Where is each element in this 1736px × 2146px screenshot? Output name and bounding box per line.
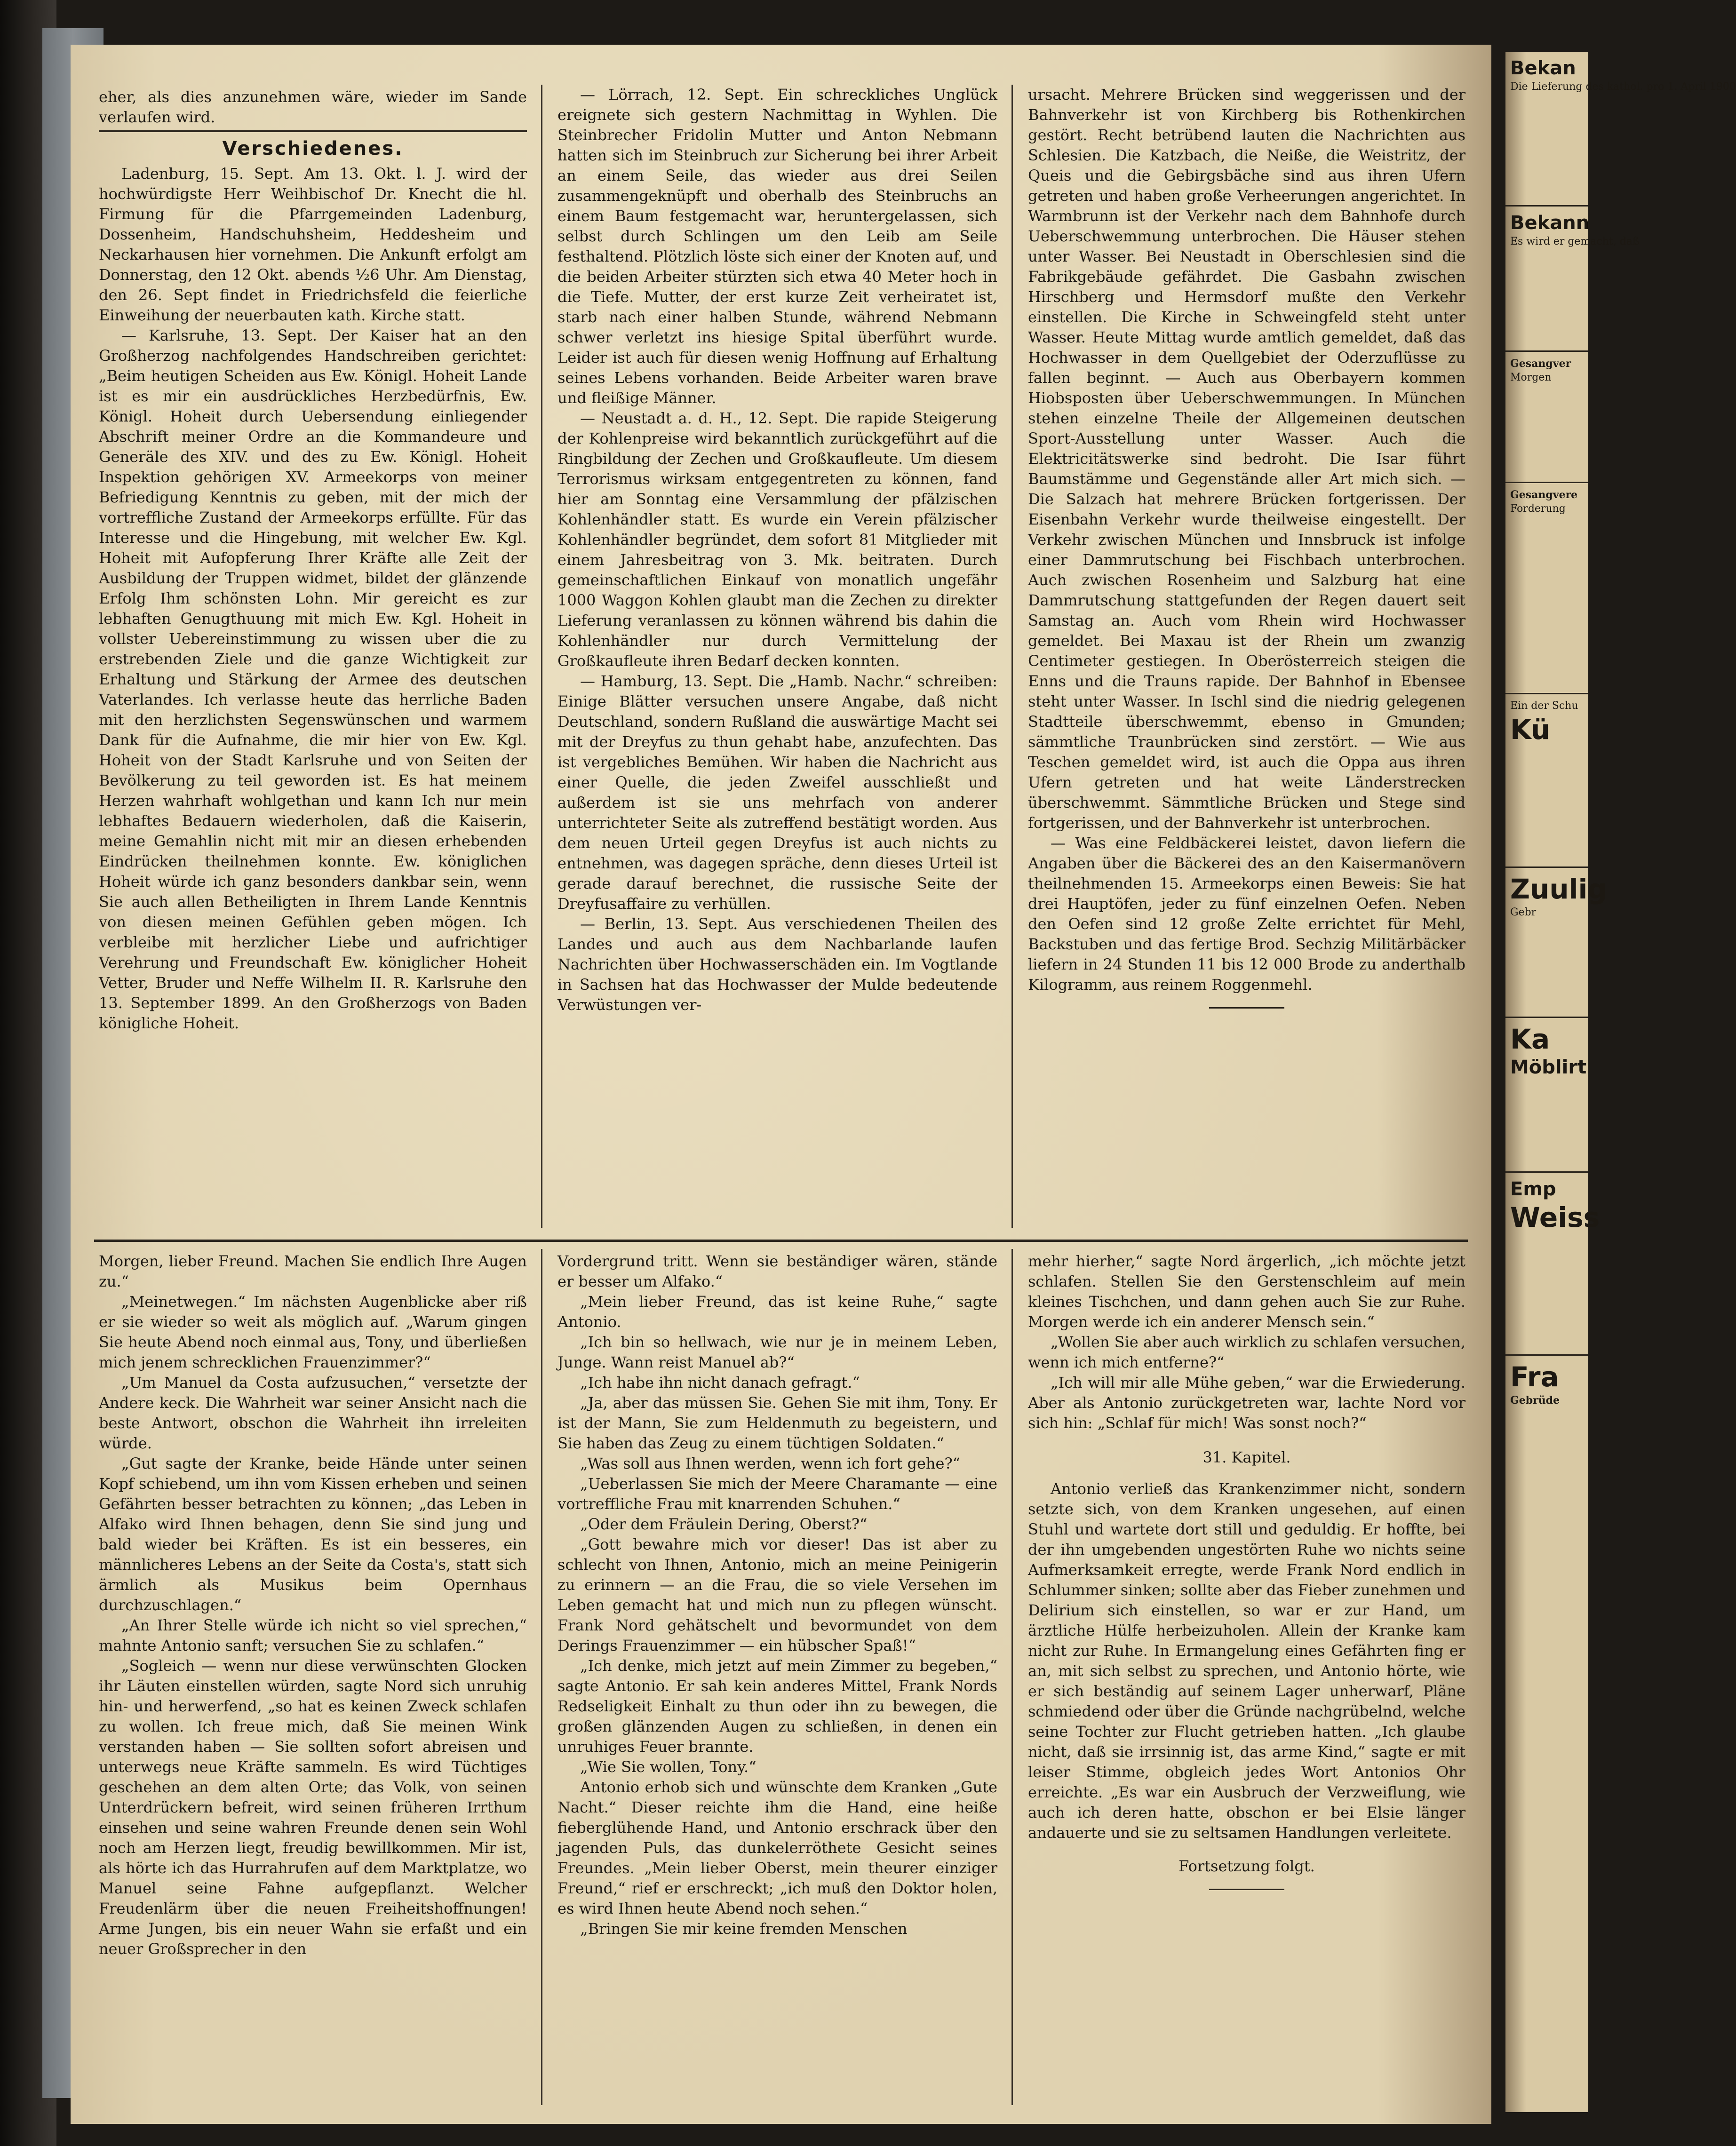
chapter-heading: 31. Kapitel. <box>1202 1448 1291 1466</box>
novel-text: „Bringen Sie mir keine fremden Menschen <box>580 1920 908 1938</box>
section-rule <box>99 130 527 132</box>
feuilleton-separator <box>94 1240 1468 1242</box>
ad-text: Weiss <box>1510 1201 1600 1233</box>
intro-text: eher, als dies anzunehmen wäre, wieder im Sande verlaufen wird. <box>99 88 527 126</box>
column-3-bottom <box>1028 1251 1465 1890</box>
ad-title: Ka <box>1510 1023 1550 1055</box>
novel-text: „Ueberlassen Sie mich der Meere Charamante — eine vortreffliche Frau mit knarrenden Schuhen.“ <box>557 1475 997 1513</box>
ad-text: Es wird er gemacht, daß <box>1510 236 1640 247</box>
novel-text: „An Ihrer Stelle würde ich nicht so viel sprechen,“ mahnte Antonio sanft; versuchen Sie zu schlafen.“ <box>99 1616 527 1654</box>
ad-title: Emp <box>1510 1178 1556 1200</box>
continuation-note: Fortsetzung folgt. <box>1179 1857 1315 1875</box>
ad-text: Die Lieferung des kathol. pro 1. April 1900 <box>1510 81 1736 93</box>
section-heading: Verschiedenes. <box>222 138 404 159</box>
ad-block <box>1505 352 1588 483</box>
ad-block <box>1505 868 1607 1018</box>
novel-text: Antonio erhob sich und wünschte dem Kranken „Gute Nacht.“ Dieser reichte ihm die Hand, eine heiße fieberglühende Hand, und Antonio erschrack über den jagenden Puls, das dunkelerröthete Gesicht seines Freundes. „Mein lieber Oberst, mein theurer einziger Freund,“ rief er erschreckt; „ich muß den Doktor holen, es wird Ihnen heute Abend noch sehen.“ <box>557 1778 997 1917</box>
column-1-bottom <box>99 1251 527 1959</box>
novel-text: „Meinetwegen.“ Im nächsten Augenblicke aber riß er sie wieder so weit als möglich auf. „Warum gingen Sie heute Abend noch einmal aus, Tony, und überließen mich jenem schrecklichen Frauenzimmer?“ <box>99 1293 527 1371</box>
ad-title: Kü <box>1510 714 1551 746</box>
ad-block <box>1505 1356 1588 1518</box>
ad-column <box>1505 52 1736 1518</box>
novel-text: „Sogleich — wenn nur diese verwünschten Glocken ihr Läuten einstellen würden, sagte Nord sich unruhig hin- und herwerfend, „so hat es keinen Zweck schlafen zu wollen. Ich freue mich, daß Sie meinen Wink verstanden haben — Sie sollten sofort abreisen und unterwegs neue Kräfte sammeln. Es wird Tüchtiges geschehen an dem alten Orte; das Volk, von seinen Unterdrückern befreit, wird seinen früheren Irrthum einsehen und seine wahren Freunde denen sein Wohl noch am Herzen liegt, freudig bewillkommen. Mir ist, als hörte ich das Hurrahrufen auf dem Marktplatze, wo Manuel seine Fahne aufgepflanzt. Welcher Freudenlärm über die neuen Freiheitshoffnungen! Arme Jungen, bis ein neuer Wahn sie erfaßt und ein neuer Großsprecher in den <box>99 1657 527 1958</box>
column-3-top <box>1028 85 1465 1009</box>
novel-text: „Gut sagte der Kranke, beide Hände unter seinen Kopf schiebend, um ihn vom Kissen erheben und seinen Gefährten besser betrachten zu können; „das Leben in Alfako wird Ihnen behagen, denn Sie sind jung und bald wieder bei Kräften. Es ist ein besseres, ein männlicheres Lebens an der Seite da Costa's, statt sich ärmlich als Musikus beim Opernhaus durchzuschlagen.“ <box>99 1455 527 1614</box>
novel-text: „Was soll aus Ihnen werden, wenn ich fort gehe?“ <box>580 1455 960 1472</box>
novel-text: „Um Manuel da Costa aufzusuchen,“ versetzte der Andere keck. Die Wahrheit war seiner Ansicht nach die beste Antwort, obschon die Wahrheit ihn irreleiten würde. <box>99 1374 527 1452</box>
ad-block <box>1505 694 1588 868</box>
column-2-bottom <box>557 1251 997 1939</box>
article-ladenburg: Ladenburg, 15. Sept. Am 13. Okt. l. J. wird der hochwürdigste Herr Weihbischof Dr. Knecht die hl. Firmung für die Pfarrgemeinden Ladenburg, Dossenheim, Handschuhsheim, Heddesheim und Neckarhausen hier vornehmen. Die Ankunft erfolgt am Donnerstag, den 12 Okt. abends ½6 Uhr. Am Dienstag, den 26. Sept findet in Friedrichsfeld die feierliche Einweihung der neuerbauten kath. Kirche statt. <box>99 165 527 324</box>
adjacent-page <box>1505 52 1736 2112</box>
ad-title: Gesangver <box>1510 358 1571 370</box>
ad-title: Bekann <box>1510 212 1590 234</box>
novel-text: „Gott bewahre mich vor dieser! Das ist aber zu schlecht von Ihnen, Antonio, mich an meine Peinigerin zu erinnern — an die Frau, die so viele Versehen im Leben gemacht hat und mich nun zu pflegen wünscht. Frank Nord gehätschelt und bevormundet von dem Derings Frauenzimmer — ein hübscher Spaß!“ <box>557 1535 997 1654</box>
ad-title: Fra <box>1510 1361 1559 1393</box>
ad-text: Gebr <box>1510 906 1537 918</box>
column-1-top <box>99 87 527 1033</box>
ad-text: Gebrüde <box>1510 1394 1560 1407</box>
novel-text: Morgen, lieber Freund. Machen Sie endlich Ihre Augen zu.“ <box>99 1252 527 1290</box>
end-rule <box>1209 1007 1284 1009</box>
ad-text: Möblirt <box>1510 1057 1587 1078</box>
column-divider <box>1011 1249 1013 2105</box>
column-divider <box>541 85 542 1228</box>
end-rule <box>1209 1889 1284 1890</box>
ad-text: Morgen <box>1510 372 1552 383</box>
column-2-top <box>557 85 997 1015</box>
ad-title: Gesangvere <box>1510 489 1578 501</box>
ad-title: Bekan <box>1510 57 1576 79</box>
article-loerrach: — Lörrach, 12. Sept. Ein schreckliches Unglück ereignete sich gestern Nachmittag in Wyhlen. Die Steinbrecher Fridolin Mutter und Anton Nebmann hatten sich im Steinbruch zur Sicherung bei ihrer Arbeit an einem Seile, das wieder aus drei Seilen zusammengeknüpft und oberhalb des Steinbruchs an einem Baum festgemacht war, heruntergelassen, sich selbst durch Schlingen um den Leib am Seile festhaltend. Plötzlich löste sich einer der Knoten auf, und die beiden Arbeiter stürzten sich etwa 40 Meter hoch in die Tiefe. Mutter, der erst kurze Zeit verheiratet ist, starb nach einer halben Stunde, während Nebmann schwer verletzt ins hiesige Spital überführt wurde. Leider ist auch für diesen wenig Hoffnung auf Erhaltung seines Lebens vorhanden. Beide Arbeiter waren brave und fleißige Männer. <box>557 86 997 407</box>
article-berlin: — Berlin, 13. Sept. Aus verschiedenen Theilen des Landes und auch aus dem Nachbarlande laufen Nachrichten über Hochwasserschäden ein. Im Vogtlande in Sachsen hat das Hochwasser der Mulde bedeutende Verwüstungen ver- <box>557 915 997 1014</box>
article-feldbaeckerei: — Was eine Feldbäckerei leistet, davon liefern die Angaben über die Bäckerei des an den Kaisermanövern theilnehmenden 15. Armeekorps einen Beweis: Sie hat drei Hauptöfen, jeder zu fünf einzelnen Oefen. Neben den Oefen sind 12 große Zelte errichtet für Mehl, Backstuben und das fertige Brod. Sechzig Militärbäcker liefern in 24 Stunden 11 bis 12 000 Brode zu anderthalb Kilogramm, aus reinem Roggenmehl. <box>1028 834 1465 994</box>
novel-text: „Wollen Sie aber auch wirklich zu schlafen versuchen, wenn ich mich entferne?“ <box>1028 1333 1465 1371</box>
ad-text: Forderung <box>1510 503 1566 515</box>
novel-text: Vordergrund tritt. Wenn sie beständiger wären, stände er besser um Alfako.“ <box>557 1252 997 1290</box>
ad-title: Zuulig <box>1510 873 1607 905</box>
column-divider <box>541 1249 542 2105</box>
novel-text: „Wie Sie wollen, Tony.“ <box>580 1758 757 1776</box>
novel-text: „Mein lieber Freund, das ist keine Ruhe,“ sagte Antonio. <box>557 1293 997 1331</box>
newspaper-page <box>71 45 1491 2124</box>
novel-text: mehr hierher,“ sagte Nord ärgerlich, „ich möchte jetzt schlafen. Stellen Sie den Gerstenschleim auf mein kleines Tischchen, und dann gehen auch Sie zur Ruhe. Morgen werde ich ein anderer Mensch sein.“ <box>1028 1252 1465 1331</box>
article-neustadt: — Neustadt a. d. H., 12. Sept. Die rapide Steigerung der Kohlenpreise wird bekanntlich zurückgeführt auf die Ringbildung der Zechen und Großkaufleute. Um diesem Terrorismus wirksam entgegentreten zu können, fand hier am Sonntag eine Versammlung der pfälzischen Kohlenhändler statt. Es wurde ein Verein pfälzischer Kohlenhändler begründet, dem sofort 81 Mitglieder mit einem Jahresbeitrag von 3. Mk. beitraten. Durch gemeinschaftlichen Einkauf von monatlich ungefähr 1000 Waggon Kohlen glaubt man die Zechen zu direkter Lieferung veranlassen zu können während bis dahin die Kohlenhändler nur durch Vermittelung der Großkaufleute ihren Bedarf decken konnten. <box>557 409 997 670</box>
article-karlsruhe: — Karlsruhe, 13. Sept. Der Kaiser hat an den Großherzog nachfolgendes Handschreiben gerichtet: „Beim heutigen Scheiden aus Ew. Königl. Hoheit Lande ist es mir ein ausdrückliches Herzbedürfnis, Ew. Königl. Hoheit durch Uebersendung einliegender Abschrift meiner Ordre an die Kommandeure und Generäle des XIV. und des zu Ew. Königl. Hoheit Inspektion gehörigen XV. Armeekorps von meiner Befriedigung Kenntnis zu geben, mit der mich der vortreffliche Zustand der Armeekorps erfüllte. Für das Interesse und die Hingebung, mit welcher Ew. Kgl. Hoheit mit Aufopferung Ihrer Kräfte alle Zeit der Ausbildung der Truppen widmet, bildet der glänzende Erfolg Ihm schönsten Lohn. Mir gereicht es zur lebhaften Genugthuung mit mich Ew. Kgl. Hoheit in vollster Uebereinstimmung zu wissen uber die zu erstrebenden Ziele und die ganze Wichtigkeit zur Erhaltung und Stärkung der Armee des deutschen Vaterlandes. Ich verlasse heute das herrliche Baden mit den herzlichsten Segenswünschen und warmem Dank für die Aufnahme, die mir hier von Ew. Kgl. Hoheit von der Stadt Karlsruhe und von Seiten der Bevölkerung zu teil geworden ist. Es hat meinem Herzen wahrhaft wohlgethan und kann Ich nur mein lebhaftes Bedauern wiederholen, daß die Kaiserin, meine Gemahlin nicht mit mir an diesen erhebenden Eindrücken theilnehmen konnte. Ew. königlichen Hoheit würde ich ganz besonders dankbar sein, wenn Sie auch allen Betheiligten in Ihrem Lande Kenntnis von diesen meinen Gefühlen geben mögen. Ich verbleibe mit herzlicher Liebe und aufrichtiger Verehrung und Freundschaft Ew. königlicher Hoheit Vetter, Bruder und Neffe Wilhelm II. R. Karlsruhe den 13. September 1899. An den Großherzogs von Baden königliche Hoheit. <box>99 326 527 1032</box>
novel-text: Antonio verließ das Krankenzimmer nicht, sondern setzte sich, von dem Kranken ungesehen, auf einen Stuhl und wartete dort still und geduldig. Er hoffte, bei der ihn umgebenden ungestörten Ruhe wo nichts seine Aufmerksamkeit erregte, werde Frank Nord endlich in Schlummer sinken; sollte aber das Fieber zunehmen und Delirium sich einstellen, so war er zur Hand, um ärztliche Hülfe herbeizuholen. Allein der Kranke kam nicht zur Ruhe. In Ermangelung eines Gefährten fing er an, mit sich selbst zu sprechen, und Antonio hörte, wie er sich beständig auf seinem Lager unherwarf, Pläne schmiedend oder über die Gründe nachgrübelnd, welche seine Tochter zur Flucht getrieben hatten. „Ich glaube nicht, daß sie irrsinnig ist, das arme Kind,“ sagte er mit leiser Stimme, obgleich jedes Wort Antonios Ohr erreichte. „Es war ein Ausbruch der Verzweiflung, wie auch ich deren hatte, obschon er bei Elsie länger andauerte und sie zu seltsamen Handlungen verleitete. <box>1028 1480 1465 1842</box>
ad-block <box>1505 1173 1600 1356</box>
novel-text: „Ja, aber das müssen Sie. Gehen Sie mit ihm, Tony. Er ist der Mann, Sie zum Heldenmuth zu begeistern, und Sie haben das Zeug zu einem tüchtigen Soldaten.“ <box>557 1394 997 1452</box>
novel-text: „Oder dem Fräulein Dering, Oberst?“ <box>580 1515 868 1533</box>
column-divider <box>1011 85 1013 1228</box>
ad-text: Ein der Schu <box>1510 700 1578 712</box>
ad-block <box>1505 483 1588 694</box>
article-hamburg: — Hamburg, 13. Sept. Die „Hamb. Nachr.“ schreiben: Einige Blätter versuchen unsere Angabe, daß nicht Deutschland, sondern Rußland die auswärtige Macht sei mit der Dreyfus zu thun gehabt habe, anzufechten. Das ist vergebliches Bemühen. Wir haben die Nachricht aus einer Quelle, die jeden Zweifel ausschließt und außerdem ist sie uns mehrfach von anderer unterrichteter Seite als zutreffend bestätigt worden. Aus dem neuen Urteil gegen Dreyfus ist auch nichts zu entnehmen, was dagegen spräche, denn dieses Urteil ist gerade darauf berechnet, die russische Seite der Dreyfusaffaire zu verhüllen. <box>557 672 997 913</box>
novel-text: „Ich denke, mich jetzt auf mein Zimmer zu begeben,“ sagte Antonio. Er sah kein anderes Mittel, Frank Nords Redseligkeit Einhalt zu thun oder ihn zu bewegen, die großen glänzenden Augen zu schließen, in denen ein unruhiges Feuer brannte. <box>557 1657 997 1756</box>
novel-text: „Ich bin so hellwach, wie nur je in meinem Leben, Junge. Wann reist Manuel ab?“ <box>557 1333 997 1371</box>
ad-block <box>1505 52 1736 207</box>
ad-block <box>1505 1018 1588 1173</box>
novel-text: „Ich will mir alle Mühe geben,“ war die Erwiederung. Aber als Antonio zurückgetreten war, lachte Nord vor sich hin: „Schlaf für mich! Was sonst noch?“ <box>1028 1374 1465 1432</box>
novel-text: „Ich habe ihn nicht danach gefragt.“ <box>580 1374 860 1391</box>
ad-block <box>1505 207 1640 352</box>
article-berlin-cont: ursacht. Mehrere Brücken sind weggerissen und der Bahnverkehr ist von Kirchberg bis Rothenkirchen gestört. Recht betrübend lauten die Nachrichten aus Schlesien. Die Katzbach, die Neiße, die Weistritz, der Queis und die Gebirgsbäche sind aus ihren Ufern getreten und haben große Verheerungen angerichtet. In Warmbrunn ist der Verkehr nach dem Bahnhofe durch Ueberschwemmung unterbrochen. Die Häuser stehen unter Wasser. Bei Neustadt in Oberschlesien sind die Fabrikgebäude gefährdet. Die Gasbahn zwischen Hirschberg und Hermsdorf mußte den Verkehr einstellen. Die Kirche in Schweingfeld steht unter Wasser. Heute Mittag wurde amtlich gemeldet, daß das Hochwasser in dem Quellgebiet der Oderzuflüsse zu fallen beginnt. — Auch aus Oberbayern kommen Hiobsposten über Ueberschwemmungen. In München stehen einzelne Theile der Allgemeinen deutschen Sport-Ausstellung unter Wasser. Auch die Elektricitätswerke sind bedroht. Die Isar führt Baumstämme und Gegenstände aller Art mich sich. — Die Salzach hat mehrere Brücken fortgerissen. Der Eisenbahn Verkehr wurde theilweise eingestellt. Der Verkehr zwischen München und Innsbruck ist infolge einer Dammrutschung bei Fischbach unterbrochen. Auch zwischen Rosenheim und Salzburg hat eine Dammrutschung stattgefunden der Regen dauert seit Samstag an. Auch vom Rhein wird Hochwasser gemeldet. Bei Maxau ist der Rhein um zwanzig Centimeter gestiegen. In Oberösterreich steigen die Enns und die Trauns rapide. Der Bahnhof in Ebensee steht unter Wasser. In Ischl sind die niedrig gelegenen Stadtteile überschwemmt, ebenso in Gmunden; sämmtliche Traunbrücken sind zerstört. — Wie aus Teschen gemeldet wird, ist auch die Oppa aus ihren Ufern getreten und hat weite Länderstrecken überschwemmt. Sämmtliche Brücken und Stege sind fortgerissen, und der Bahnverkehr ist unterbrochen. <box>1028 86 1465 832</box>
